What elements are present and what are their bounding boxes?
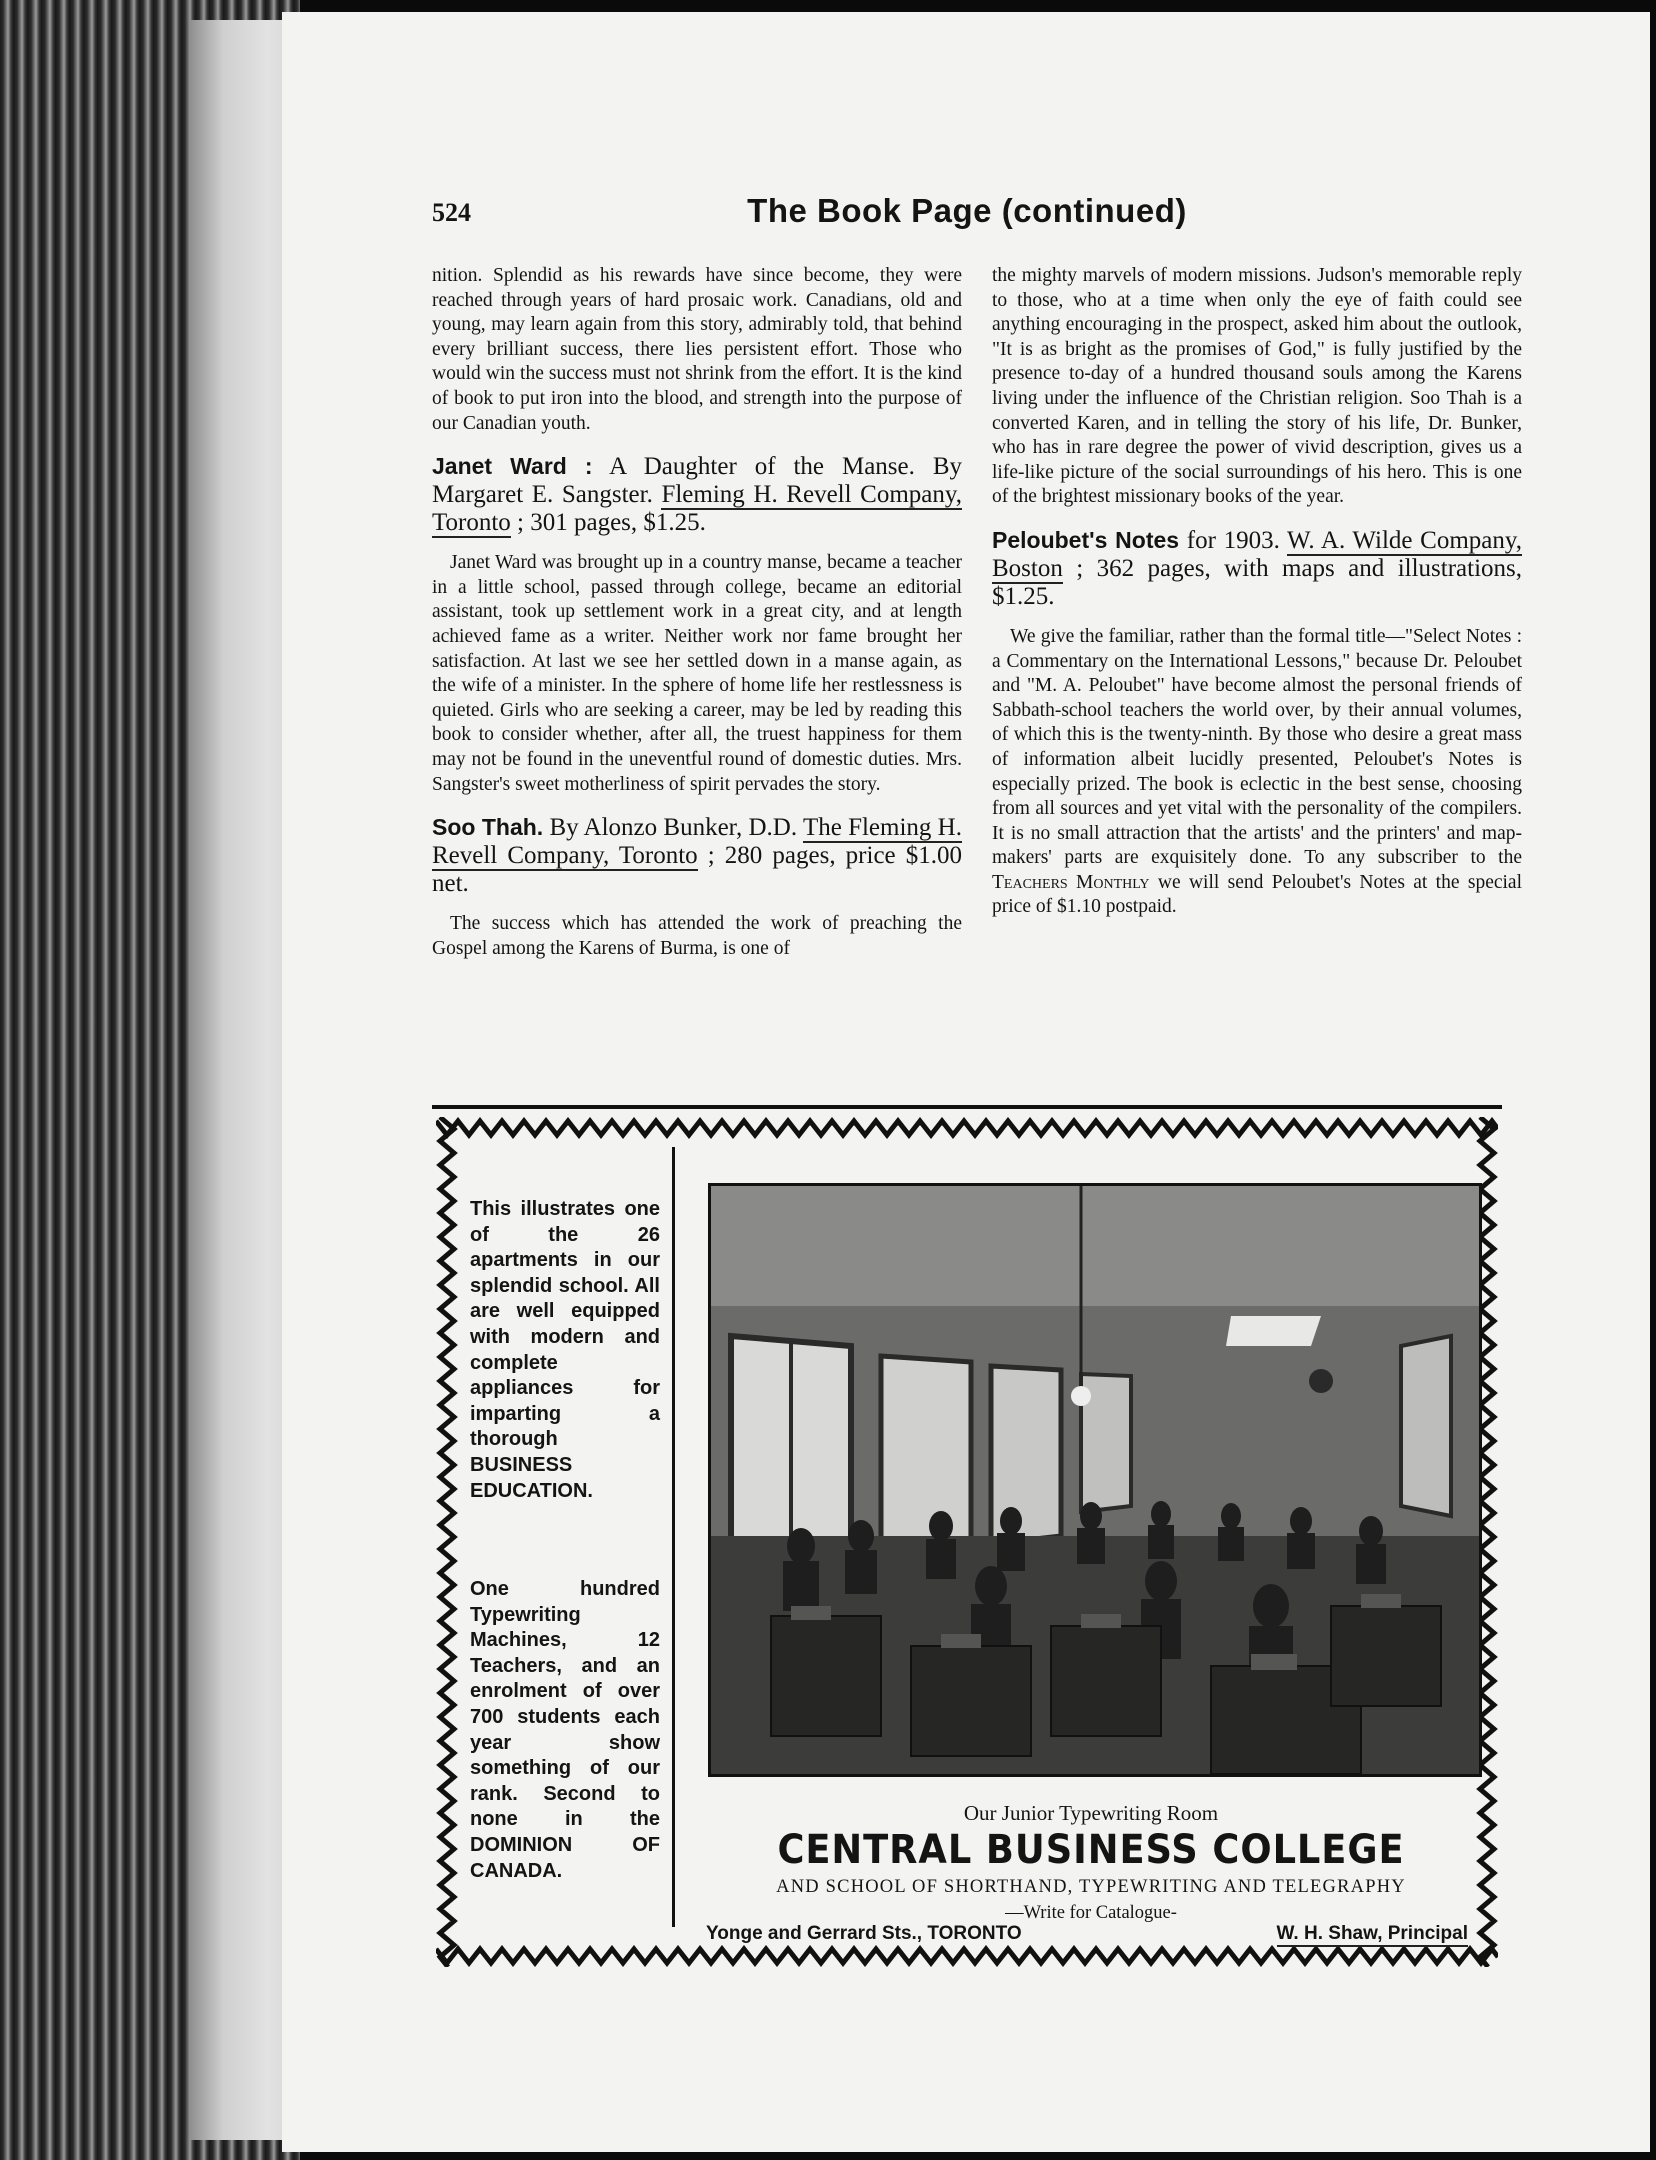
typewriting-room-photo xyxy=(708,1183,1482,1777)
book-title: Soo Thah. xyxy=(432,814,544,841)
college-name: CENTRAL BUSINESS COLLEGE xyxy=(777,1827,1405,1873)
paragraph-text: we will send Peloubet's Notes at the special price of $1.10 postpaid. xyxy=(992,871,1522,918)
section-rule xyxy=(432,1105,1502,1109)
college-subtitle: AND SCHOOL OF SHORTHAND, TYPEWRITING AND TELEGRAPHY xyxy=(776,1877,1406,1897)
book-subtitle: A Daughter of the Manse. By Margaret E. Sangster. xyxy=(432,453,962,509)
book-title: Janet Ward : xyxy=(432,453,593,480)
book-heading-peloubets-notes xyxy=(992,526,1522,611)
paragraph: Janet Ward was brought up in a country manse, became a teacher in a little school, passed through college, became an editorial assistant, took up settlement work in a great city, and at length achieved fame as a writer. Neither work nor fame brought her satisfaction. At last we see her settled down in a manse again, as the wife of a minister. In the sphere of home life her restlessness is quieted. Girls who are seeking a career, may be led by reading this book to consider whether, after all, the truest happiness for them may not be found in the uneventful round of domestic duties. Mrs. Sangster's sweet motherliness of spirit pervades the story. xyxy=(432,552,962,795)
right-column xyxy=(992,264,1522,920)
zigzag-border-left xyxy=(436,1117,458,1967)
advertisement xyxy=(436,1117,1498,1967)
paragraph xyxy=(992,625,1522,920)
left-column xyxy=(432,264,962,961)
book-details: ; 280 pages, price $1.00 net. xyxy=(432,842,962,898)
book-publisher: W. A. Wilde Company, Boston xyxy=(992,526,1522,582)
ad-side-text-school: This illustrates one of the 26 apartments in our splendid school. All are well equipped with modern and complete appliances for imparting a thorough BUSINESS EDUCATION. xyxy=(470,1198,660,1502)
book-page-edges xyxy=(0,0,300,2160)
book-details: ; 301 pages, $1.25. xyxy=(510,509,706,537)
paragraph: The success which has attended the work of preaching the Gospel among the Karens of Burma, is one of xyxy=(432,913,962,959)
photo-caption: Our Junior Typewriting Room xyxy=(963,1801,1219,1825)
zigzag-border-top xyxy=(436,1117,1498,1139)
paragraph: the mighty marvels of modern missions. Judson's memorable reply to those, who at a time when only the eye of faith could see anything encouraging in the prospect, asked him about the outlook, "It is as bright as the promises of God," is fully justified by the presence to-day of a hundred thousand souls among the Karens living under the influence of the Christian religion. Soo Thah is a converted Karen, and in telling the story of his life, Dr. Bunker, who has in rare degree the power of vivid description, gives us a life-like picture of the social surroundings of his hero. This is one of the brightest missionary books of the year. xyxy=(992,265,1522,508)
catalogue-note: —Write for Catalogue- xyxy=(1005,1903,1177,1923)
book-publisher: The Fleming H. Revell Company, Toronto xyxy=(432,814,962,870)
book-title: Peloubet's Notes xyxy=(992,526,1180,553)
book-heading-janet-ward xyxy=(432,452,962,537)
paragraph: nition. Splendid as his rewards have since become, they were reached through years of hard prosaic work. Canadians, old and young, may learn again from this story, admirably told, that behind every brilliant success, there lies persistent effort. Those who would win the success must not shrink from the effort. It is the kind of book to put iron into the blood, and strength into the purpose of our Canadian youth. xyxy=(432,265,962,434)
running-title: The Book Page (continued) xyxy=(747,192,1187,229)
page xyxy=(282,12,1650,2152)
book-publisher: Fleming H. Revell Company, Toronto xyxy=(432,481,962,537)
ad-side-text-rank: One hundred Typewriting Machines, 12 Teachers, and an enrolment of over 700 students each year show something of our rank. Second to none in the DOMINION OF CANADA. xyxy=(470,1578,660,1882)
book-heading-soo-thah xyxy=(432,813,962,898)
college-address: Yonge and Gerrard Sts., TORONTO xyxy=(706,1923,1022,1944)
page-header xyxy=(432,190,1502,238)
paragraph-text: We give the familiar, rather than the formal title—"Select Notes : a Commentary on the International Lessons," because Dr. Peloubet and "M. A. Peloubet" have become almost the personal friends of Sabbath-school teachers the world over, by their annual volumes, of which this is the twenty-ninth. By those who desire a great mass of information albeit lucidly presented, Peloubet's Notes is especially prized. The book is eclectic in the best sense, choosing from all sources and yet vital with the personality of the compilers. It is no small attraction that the artists' and the printers' and map-makers' parts are exquisitely done. To any subscriber to the xyxy=(992,625,1522,869)
ad-column-divider xyxy=(672,1147,675,1927)
magazine-name: Teachers Monthly xyxy=(992,871,1150,893)
book-subtitle: for 1903. xyxy=(1179,526,1288,554)
page-number: 524 xyxy=(432,198,471,227)
photo-illustration xyxy=(711,1186,1479,1774)
book-details: ; 362 pages, with maps and illustrations, $1.25. xyxy=(992,554,1522,610)
college-principal: W. H. Shaw, Principal xyxy=(1277,1923,1468,1947)
zigzag-border-bottom xyxy=(436,1945,1498,1967)
book-subtitle: By Alonzo Bunker, D.D. xyxy=(543,814,803,842)
